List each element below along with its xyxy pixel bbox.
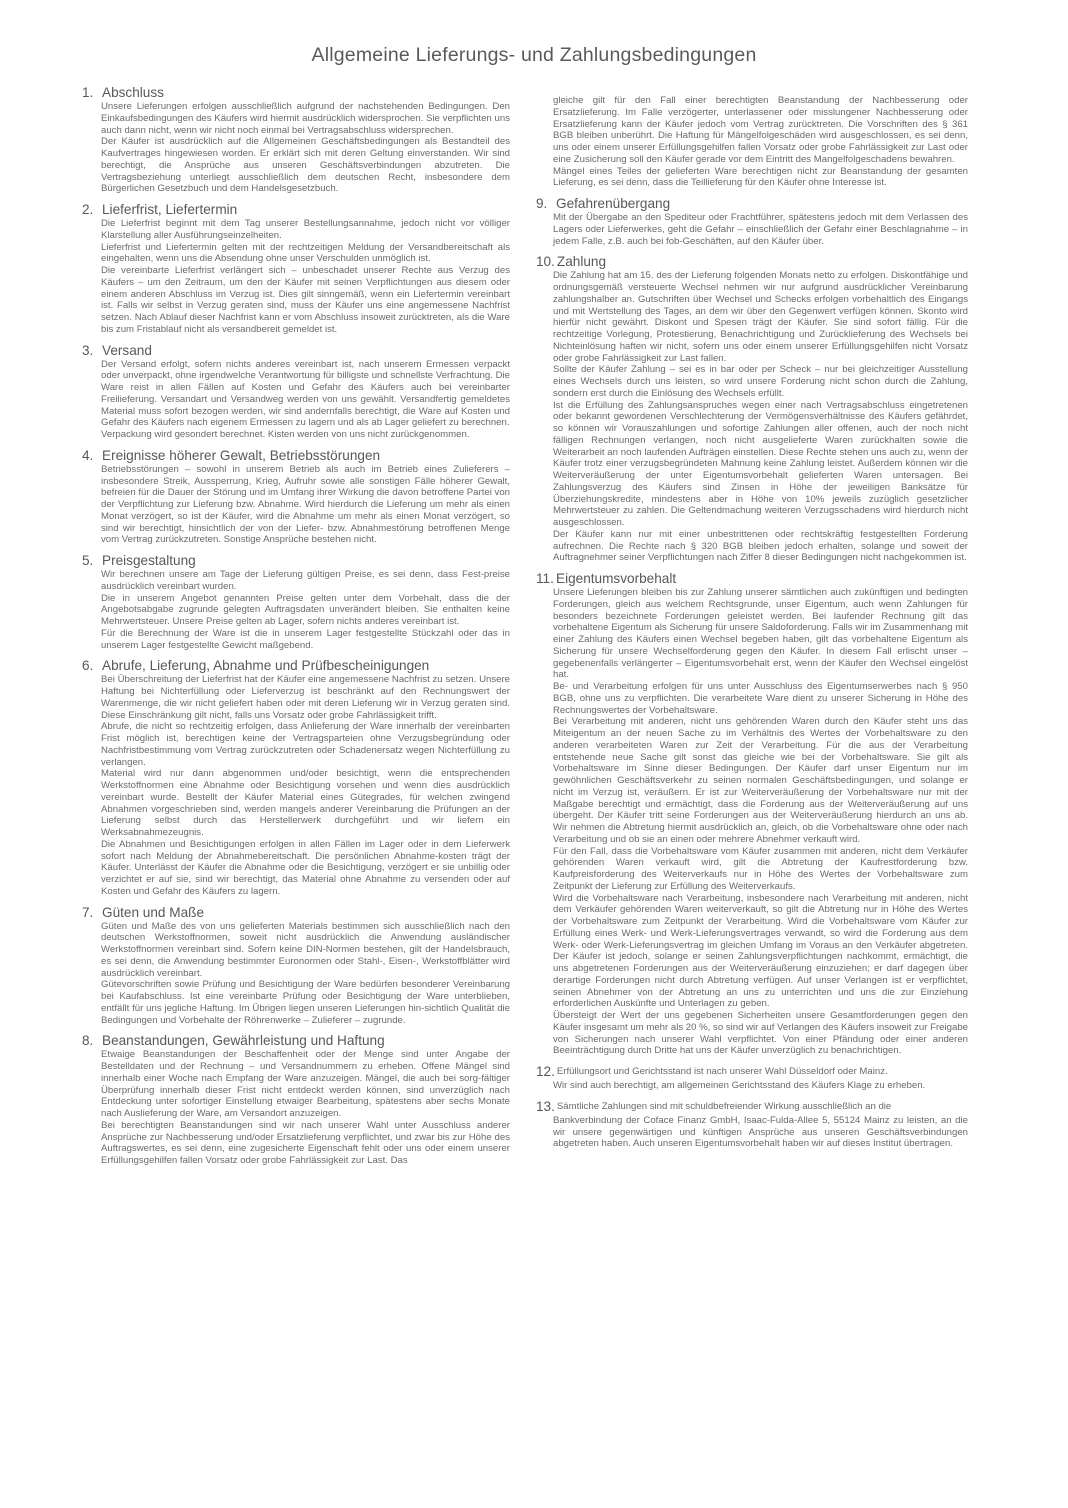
section-body (553, 270, 968, 564)
section-heading (536, 570, 968, 587)
terms-section-7 (82, 904, 510, 1027)
section-paragraph: Der Versand erfolgt, sofern nichts anderes vereinbart ist, nach unserem Ermessen verpackt oder unverpackt, ohne irgendwelche Verantwortung für billigste und schnellste Verfrachtung. Die Ware reist in allen Fällen auf Kosten und Gefahr des Käufers auch bei vereinbarter Freilieferung. Versandart und Versandweg werden von uns gewählt. Versandfertig gemeldetes Material muss sofort bezogen werden, wir sind andernfalls berechtigt, die Ware auf Kosten und Gefahr des Käufers nach eigenem Ermessen zu lagern und als ab Lager geliefert zu berechnen. (101, 358, 510, 429)
section-inline-text: Sämtliche Zahlungen sind mit schuldbefreiender Wirkung ausschließlich an die (556, 1100, 892, 1112)
terms-section-4 (82, 447, 510, 546)
section-paragraph: Wir sind auch berechtigt, am allgemeinen Gerichtsstand des Käufers Klage zu erheben. (553, 1080, 926, 1091)
section-body (101, 921, 510, 1027)
section-paragraph: Die Zahlung hat am 15. des der Lieferung folgenden Monats netto zu erfolgen. Diskontfähige und ordnungsgemäß versteuerte Wechsel nehmen wir nur aufgrund ausdrücklicher Vereinbarung zahlungshalber an. Gutschriften über Wechsel und Schecks erfolgen vorbehaltlich des Eingangs und mit Wertstellung des Tages, an dem wir über den Gegenwert verfügen können. Skonto wird hierfür nicht gewährt. Diskont und Spesen trägt der Käufer. Sie sind sofort fällig. Für die rechtzeitige Vorlegung, Protestierung, Benachrichtigung und Zurücklieferung des Wechsels bei Nichteinlösung haften wir nicht, sofern uns oder einem unserer Erfüllungsgehilfen nicht Vorsatz oder grobe Fahrlässigkeit zur Last fallen. (553, 270, 968, 364)
section-number: 1. (82, 85, 94, 100)
section-body (101, 218, 510, 336)
section-paragraph: Betriebsstörungen – sowohl in unserem Betrieb als auch im Betrieb eines Zulieferers – insbesondere Streik, Aussperrung, Krieg, Aufruhr sowie alle sonstigen Fälle höherer Gewalt, befreien für die Dauer der Störung und im Umfang ihrer Wirkung die davon betroffene Partei von der Verpflichtung zur Lieferung bzw. Abnahme. Wird hierdurch die Lieferung um mehr als einen Monat verzögert, so ist der Käufer, wird die Abnahme um mehr als einen Monat verzögert, so sind wir berechtigt, hinsichtlich der von der Liefer- bzw. Abnahmestörung betroffenen Menge vom Vertrag zurückzutreten. Sonstige Ansprüche bestehen nicht. (101, 463, 510, 546)
right-column (536, 95, 968, 1156)
section-paragraph: Bei berechtigten Beanstandungen sind wir nach unserer Wahl unter Ausschluss anderer Ansprüche zur Nachbesserung und/oder Ersatzlieferung verpflichtet, und zwar bis zur Höhe des Auftragswertes, es sei denn, eine zugesicherte Eigenschaft fehlt oder uns oder einem unserer Erfüllungsgehilfen fallen Vorsatz oder grobe Fahrlässigkeit zur Last. Das (101, 1119, 510, 1166)
section-heading (82, 342, 510, 359)
section-title: Abrufe, Lieferung, Abnahme und Prüfbescheinigungen (102, 658, 430, 674)
section-heading (536, 1063, 968, 1080)
section-paragraph: Abrufe, die nicht so rechtzeitig erfolgen, dass Anlieferung der Ware innerhalb der vereinbarten Frist möglich ist, berechtigen keine der Vertragsparteien ohne Verzugsbegründung oder Nachfristbestimmung vom Vertrag zurückzutreten oder Schadenersatz wegen Nichterfüllung zu verlangen. (101, 721, 510, 768)
terms-section-10 (536, 253, 968, 564)
left-column (82, 84, 510, 1173)
terms-section-8 (82, 1032, 510, 1167)
section-number: 6. (82, 658, 94, 674)
section-paragraph: Bankverbindung der Coface Finanz GmbH, Isaac-Fulda-Allee 5, 55124 Mainz zu leisten, an die wir unsere gegenwärtigen und künftigen Ansprüche aus unseren Geschäftsverbindungen abgetreten haben. Auch unseren Eigentumsvorbehalt haben wir auf dieses Institut übertragen. (553, 1114, 968, 1150)
section-title: Abschluss (102, 85, 164, 100)
section-paragraph: gleiche gilt für den Fall einer berechtigten Beanstandung der Nachbesserung oder Ersatzlieferung. Im Falle verzögerter, unterlassener oder misslungener Nachbesserung oder Ersatzlieferung kann der Käufer jedoch vom Vertrag zurücktreten. Die Vorschriften des § 361 BGB bleiben unberührt. Die Haftung für Mängelfolgeschäden wird ausgeschlossen, es sei denn, uns oder einem unserer Erfüllungsgehilfen fallen Vorsatz oder grobe Fahrlässigkeit zur Last oder eine Zusicherung soll den Käufer gerade vor dem Eintritt des Mangelfolgeschadens bewahren. (553, 95, 968, 165)
section-paragraph: Wird die Vorbehaltsware nach Verarbeitung, insbesondere nach Verarbeitung mit anderen, nicht dem Verkäufer gehörenden Waren weiterverkauft, so gilt die Abtretung nur in Höhe des Wertes der Vorbehaltsware zum Zeitpunkt der Verarbeitung. Wird die Vorbehaltsware vom Käufer zur Erfüllung eines Werk- und Werk-Lieferungsvertrages verwandt, so wird die Forderung aus dem Werk- oder Werk-Lieferungsvertrag im gleichen Umfang im Voraus an den Verkäufer abgetreten. Der Käufer ist jedoch, solange er seinen Zahlungsverpflichtungen nachkommt, ermächtigt, die uns abgetretenen Forderungen aus der Weiterveräußerung einzuziehen; er darf dagegen über derartige Forderungen nicht durch Abtretung verfügen. Auf unser Verlangen ist er verpflichtet, seinen Abnehmer von der Abtretung an uns zu unterrichten und uns die zur Einziehung erforderlichen Auskünfte und Unterlagen zu geben. (553, 892, 968, 1010)
section-title: Preisgestaltung (102, 553, 196, 568)
section-title: Beanstandungen, Gewährleistung und Haftung (102, 1033, 385, 1049)
section-body (101, 674, 510, 897)
section-paragraph: Sollte der Käufer Zahlung – sei es in bar oder per Scheck – nur bei gleichzeitiger Ausstellung eines Wechsels durch uns leisten, so wird unsere Forderung nicht schon durch die Zahlung, sondern erst durch die Einlösung des Wechsels erfüllt. (553, 364, 968, 399)
section-paragraph: Gütevorschriften sowie Prüfung und Besichtigung der Ware bedürfen besonderer Vereinbarung bei Kaufabschluss. Ist eine vereinbarte Prüfung oder Besichtigung der Ware unterblieben, entfällt für uns jegliche Haftung. Im Übrigen liegen unseren Lieferungen hin-sichtlich Qualität die Bedingungen und Vorbehalte der Röhrenwerke – Zulieferer – zugrunde. (101, 979, 510, 1026)
terms-section-6 (82, 657, 510, 897)
section-paragraph: Unsere Lieferungen erfolgen ausschließlich aufgrund der nachstehenden Bedingungen. Den Einkaufsbedingungen des Käufers wird hiermit ausdrücklich widersprochen. Sie verpflichten uns auch dann nicht, wenn wir nicht noch einmal bei Vertragsabschluss widersprechen. (101, 101, 510, 136)
section-paragraph: Bei Überschreitung der Lieferfrist hat der Käufer eine angemessene Nachfrist zu setzen. Unsere Haftung bei Nichterfüllung oder Lieferverzug ist beschränkt auf den Rechnungswert der Warenmenge, die wir nicht geliefert haben oder mit deren Lieferung wir in Verzug geraten sind. Diese Einschränkung gilt nicht, falls uns Vorsatz oder grobe Fahrlässigkeit trifft. (101, 674, 510, 721)
section-number: 12. (536, 1064, 555, 1079)
section-heading (82, 84, 510, 101)
section-paragraph: Der Käufer kann nur mit einer unbestrittenen oder rechtskräftig festgestellten Forderung aufrechnen. Die Rechte nach § 320 BGB bleiben jedoch erhalten, solange und soweit der Auftragnehmer seiner Verpflichtungen nach Ziffer 8 dieser Bedingungen nicht nachgekommen ist. (553, 528, 968, 564)
terms-section-11 (536, 570, 968, 1057)
section-heading (82, 657, 510, 674)
section-paragraph: Die in unserem Angebot genannten Preise gelten unter dem Vorbehalt, dass die der Angebotsabgabe zugrunde gelegten Auftragsdaten unverändert bleiben. Sie enthalten keine Mehrwertsteuer. Unsere Preise gelten ab Lager, sofern nichts anderes vereinbart ist. (101, 592, 510, 627)
section-body (553, 95, 968, 189)
section-number: 8. (82, 1033, 94, 1049)
section-number: 5. (82, 553, 94, 568)
section-paragraph: Güten und Maße des von uns gelieferten Materials bestimmen sich ausschließlich nach den deutschen Werkstoffnormen, soweit nicht ausdrücklich die Anwendung ausländischer Werkstoffnormen vereinbart sind. Sofern keine DIN-Normen bestehen, gilt der Handelsbrauch, es sei denn, die Anwendung bestimmter Euronormen oder Stahl-, Eisen-, Werkstoffblätter wird ausdrücklich vereinbart. (101, 920, 510, 979)
section-number: 11. (536, 571, 554, 586)
section-heading (82, 1032, 510, 1049)
section-8-continuation (536, 95, 968, 189)
section-heading (82, 904, 510, 921)
section-paragraph: Der Käufer ist ausdrücklich auf die Allgemeinen Geschäftsbedingungen als Bestandteil des Kaufvertrages hingewiesen worden. Er erklärt sich mit deren Geltung einverstanden. Wir sind berechtigt, die Ansprüche aus unseren Geschäftsverbindungen abzutreten. Die Vertragsbeziehung unterliegt ausschließlich dem deutschen Recht, insbesondere dem Bürgerlichen Gesetzbuch und dem Handelsgesetzbuch. (101, 136, 510, 195)
section-number: 10. (536, 254, 555, 270)
section-body (553, 1080, 968, 1092)
section-body (101, 464, 510, 546)
section-title: Gefahrenübergang (556, 196, 671, 211)
section-inline-text: Erfüllungsort und Gerichtsstand ist nach unserer Wahl Düsseldorf oder Mainz. (556, 1066, 888, 1077)
section-title: Eigentumsvorbehalt (556, 571, 677, 586)
section-paragraph: Die Lieferfrist beginnt mit dem Tag unserer Bestellungsannahme, jedoch nicht vor völliger Klarstellung aller Ausführungseinzelheiten. (101, 218, 510, 241)
section-heading (82, 552, 510, 569)
section-paragraph: Für die Berechnung der Ware ist die in unserem Lager festgestellte Stückzahl oder das in unserem Lager festgestellte Gewicht maßgebend. (101, 627, 510, 651)
section-paragraph: Die Abnahmen und Besichtigungen erfolgen in allen Fällen im Lager oder in dem Lieferwerk sofort nach Meldung der Abnahmebereitschaft. Die persönlichen Abnahme-kosten trägt der Käufer. Unterlässt der Käufer die Abnahme oder die Besichtigung, verzögert er sie unbillig oder verzichtet er auf sie, sind wir berechtigt, das Material ohne Abnahme zu versenden oder auf Kosten und Gefahr des Käufers zu lagern. (101, 838, 510, 897)
section-body (553, 212, 968, 247)
section-paragraph: Material wird nur dann abgenommen und/oder besichtigt, wenn die entsprechenden Werkstoffnormen eine Abnahme oder Besichtigung vorsehen und wenn dies ausdrücklich vereinbart wurde. Bestellt der Käufer Material eines Gütegrades, für welchen zwingend Abnahmen vorgeschrieben sind, werden mangels anderer Vereinbarung die Prüfungen an der Lieferung selbst durch das Herstellerwerk durchgeführt und wir liefern ein Werksabnahmezeugnis. (101, 768, 510, 838)
terms-section-2 (82, 201, 510, 336)
section-number: 9. (536, 196, 548, 211)
section-number: 4. (82, 447, 94, 463)
section-paragraph: Etwaige Beanstandungen der Beschaffenheit oder der Menge sind unter Angabe der Bestelldaten und der Rechnung – und Versandnummern zu erheben. Offene Mängel sind innerhalb einer Woche nach Empfang der Ware anzuzeigen. Mängel, die auch bei sorg-fältiger Überprüfung innerhalb dieser Frist nicht entdeckt werden können, sind unverzüglich nach Entdeckung unter sofortiger Einstellung etwaiger Bearbeitung, spätestens aber sechs Monate nach Auslieferung der Ware, am Versandort anzuzeigen. (101, 1049, 510, 1119)
section-paragraph: Ist die Erfüllung des Zahlungsanspruches wegen einer nach Vertragsabschluss eingetretenen oder bekannt gewordenen Verschlechterung der Vermögensverhältnisse des Käufers gefährdet, so können wir Vorauszahlungen und sofortige Zahlungen aller offenen, auch der noch nicht fälligen Rechnungen verlangen, noch nicht ausgelieferte Waren zurückhalten sowie die Weiterarbeit an noch laufenden Aufträgen einstellen. Diese Rechte stehen uns auch zu, wenn der Käufer trotz einer verzugsbegründeten Mahnung keine Zahlung leistet. Außerdem können wir die Weiterveräußerung der unter Eigentumsvorbehalt gelieferten Waren untersagen. Bei Zahlungsverzug des Käufers sind Zinsen in Höhe der jeweiligen Banksätze für Überziehungskredite, mindestens aber in Höhe von 10% jeweils zuzüglich gesetzlicher Mehrwertsteuer zu zahlen. Die Geltendmachung weiteren Verzugsschadens wird hierdurch nicht ausgeschlossen. (553, 399, 968, 528)
section-paragraph: Verpackung wird gesondert berechnet. Kisten werden von uns nicht zurückgenommen. (101, 429, 470, 440)
section-body (553, 587, 968, 1057)
section-paragraph: Be- und Verarbeitung erfolgen für uns unter Ausschluss des Eigentumserwerbes nach § 950 BGB, ohne uns zu verpflichten. Die verarbeitete Ware dient zu unserer Sicherung in Höhe des Rechnungswertes der Vorbehaltsware. (553, 681, 968, 716)
section-heading (536, 1098, 968, 1115)
section-number: 13. (536, 1098, 555, 1114)
section-number: 2. (82, 202, 94, 217)
section-paragraph: Mängel eines Teiles der gelieferten Ware berechtigen nicht zur Beanstandung der gesamten Lieferung, es sei denn, dass die Teillieferung für den Käufer ohne Interesse ist. (553, 165, 968, 189)
section-heading (536, 195, 968, 212)
section-title: Güten und Maße (102, 904, 205, 920)
section-paragraph: Bei Verarbeitung mit anderen, nicht uns gehörenden Waren durch den Käufer steht uns das Miteigentum an der neuen Sache zu im Verhältnis des Wertes der Vorbehaltsware zu den anderen verarbeiteten Waren zur Zeit der Verarbeitung. Für die aus der Verarbeitung entstehende neue Sache gilt sonst das gleiche wie bei der Vorbehaltsware. Sie gilt als Vorbehaltsware im Sinne dieser Bedingungen. Der Käufer darf unser Eigentum nur im gewöhnlichen Geschäftsverkehr zu seinen normalen Geschäftsbedingungen, und solange er nicht im Verzug ist, veräußern. Er ist zur Weiterveräußerung der Vorbehaltsware nur mit der Maßgabe berechtigt und ermächtigt, dass die Forderung aus der Weiterveräußerung auf uns übergeht. Der Käufer tritt seine Forderungen aus der Weiterveräußerung hierdurch an uns ab. Wir nehmen die Abtretung hiermit ausdrücklich an, gleich, ob die Vorbehaltsware ohne oder nach Verarbeitung und ob sie an einen oder mehrere Abnehmer verkauft wird. (553, 716, 968, 845)
section-body (101, 101, 510, 195)
terms-section-5 (82, 552, 510, 651)
section-title: Lieferfrist, Liefertermin (102, 202, 238, 217)
section-paragraph: Unsere Lieferungen bleiben bis zur Zahlung unserer sämtlichen auch zukünftigen und bedingten Forderungen, gleich aus welchem Rechtsgrunde, unser Eigentum, auch wenn Zahlungen für besonders bezeichnete Forderungen geleistet werden. Bei laufender Rechnung gilt das vorbehaltene Eigentum als Sicherung für unsere Saldoforderung. Falls wir im Zusammenhang mit einer Zahlung des Käufers einen Wechsel begeben haben, gilt das vorbehaltene Eigentum als Sicherung für unsere Wechselforderung gegen den Käufer. In diesem Fall erlischt unser – gegebenenfalls verlängerter – Eigentumsvorbehalt erst, wenn der Käufer den Wechsel eingelöst hat. (553, 587, 968, 681)
terms-section-3 (82, 342, 510, 441)
section-paragraph: Wir berechnen unsere am Tage der Lieferung gültigen Preise, es sei denn, dass Fest-preise ausdrücklich vereinbart wurden. (101, 569, 510, 592)
section-paragraph: Lieferfrist und Liefertermin gelten mit der rechtzeitigen Meldung der Versandbereitschaft als eingehalten, wenn uns die Absendung ohne unser Verschulden unmöglich ist. (101, 241, 510, 265)
section-body (101, 569, 510, 651)
section-paragraph: Für den Fall, dass die Vorbehaltsware vom Käufer zusammen mit anderen, nicht dem Verkäufer gehörenden Waren verkauft wird, gilt die Abtretung der Kaufrestforderung bzw. Kaufpreisforderung des Weiterverkaufs nur in Höhe des Wertes der Vorbehaltsware zum Zeitpunkt der Lieferung zur Erfüllung des Weiterverkaufs. (553, 845, 968, 892)
terms-section-13 (536, 1098, 968, 1150)
section-body (553, 1115, 968, 1150)
section-body (101, 1049, 510, 1167)
section-body (101, 359, 510, 441)
section-heading (536, 253, 968, 270)
terms-section-1 (82, 84, 510, 195)
section-number: 7. (82, 904, 94, 920)
section-heading (82, 447, 510, 464)
section-paragraph: Die vereinbarte Lieferfrist verlängert sich – unbeschadet unserer Rechte aus Verzug des Käufers – um den Zeitraum, um den der Käufer mit seinen Verpflichtungen aus diesem oder einem anderen Abschluss im Verzug ist. Dies gilt sinngemäß, wenn ein Liefertermin vereinbart ist. Falls wir selbst in Verzug geraten sind, muss der Käufer uns eine angemessene Nachfrist setzen. Nach Ablauf dieser Nachfrist kann er vom Abschluss insoweit zurücktreten, als die Ware bis zum Fristablauf nicht als versandbereit gemeldet ist. (101, 265, 510, 335)
terms-section-9 (536, 195, 968, 247)
section-paragraph: Übersteigt der Wert der uns gegebenen Sicherheiten unsere Gesamtforderungen gegen den Käufer insgesamt um mehr als 20 %, so sind wir auf Verlangen des Käufers insoweit zur Freigabe von Sicherungen nach unserer Wahl verpflichtet. Von einer Pfändung oder einer anderen Beeinträchtigung durch Dritte hat uns der Käufer unverzüglich zu benachrichtigen. (553, 1010, 968, 1057)
section-number: 3. (82, 342, 94, 358)
section-title: Zahlung (556, 254, 607, 270)
section-title: Ereignisse höherer Gewalt, Betriebsstörungen (102, 447, 381, 463)
section-heading (82, 201, 510, 218)
terms-section-12 (536, 1063, 968, 1092)
document-title: Allgemeine Lieferungs- und Zahlungsbedingungen (311, 44, 757, 66)
section-title: Versand (102, 342, 152, 358)
section-paragraph: Mit der Übergabe an den Spediteur oder Frachtführer, spätestens jedoch mit dem Verlassen des Lagers oder Lieferwerkes, geht die Gefahr – einschließlich der Gefahr einer Beschlagnahme – in jedem Falle, z.B. auch bei fob-Geschäften, auf den Käufer über. (553, 212, 968, 247)
